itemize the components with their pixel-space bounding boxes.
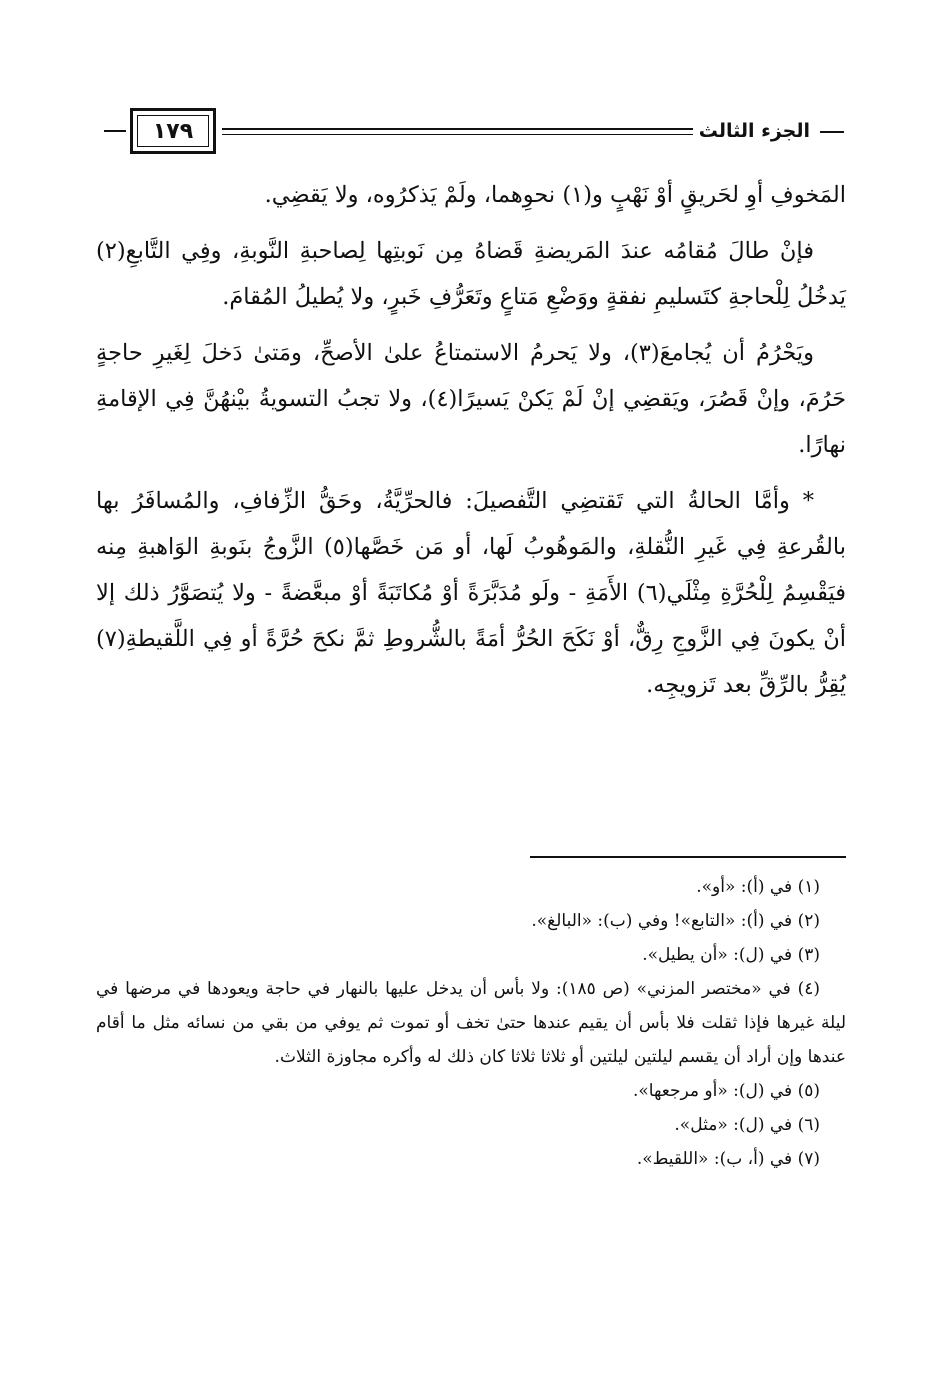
- footnote: (٣) في (ل): «أن يطيل».: [642, 945, 820, 965]
- paragraph: * وأمَّا الحالةُ التي تَقتضِي التَّفصيلَ: فالحرِّيَّةُ، وحَقُّ الزِّفافِ، والمُسافَرُ بها بالقُرعةِ فِي غَيرِ النُّقلةِ، والمَوهُوبُ لَها، أو مَن خَصَّها(٥) الزَّوجُ بنَوبةِ الوَاهبةِ مِنه فيَقْسِمُ لِلْحُرَّةِ مِثْلَي(٦) الأَمَةِ - ولَو مُدَبَّرَةً أوْ مُكاتَبَةً أوْ مبعَّضةً - ولا يُتصَوَّرُ ذلك إلا أنْ يكونَ فِي الزَّوجِ رِقٌّ، أوْ نَكَحَ الحُرُّ أمَةً بالشُّروطِ ثمَّ نكحَ حُرَّةً أو فِي اللَّقيطةِ(٧) يُقِرُّ بالرِّقِّ بعد تَزويجِه.: [96, 488, 847, 698]
- paragraph: فإنْ طالَ مُقامُه عندَ المَريضةِ قَضاهُ مِن نَوبتِها لِصاحبةِ النَّوبةِ، وفِي التَّابعِ(٢) يَدخُلُ لِلْحاجةِ كتَسليمِ نفقةٍ ووَضْعِ مَتاعٍ وتَعَرُّفِ خَبرٍ، ولا يُطيلُ المُقامَ.: [96, 238, 846, 310]
- page-number-box: [130, 108, 216, 154]
- footnote-separator: [530, 856, 846, 858]
- page-number: ١٧٩: [137, 115, 209, 147]
- footnotes: [96, 870, 846, 1176]
- main-text: [96, 172, 846, 718]
- header-dash-left: [104, 130, 126, 132]
- footnote: (١) في (أ): «أو».: [696, 877, 820, 897]
- paragraph: ويَحْرُمُ أن يُجامعَ(٣)، ولا يَحرمُ الاستمتاعُ علىٰ الأصحِّ، ومَتىٰ دَخلَ لِغَيرِ حاجةٍ حَرُمَ، وإنْ قَصُرَ، ويَقضِي إنْ لَمْ يَكنْ يَسيرًا(٤)، ولا تجبُ التسويةُ بيْنهُنَّ فِي الإقامةِ نهارًا.: [96, 340, 846, 458]
- footnote: (٧) في (أ، ب): «اللقيط».: [636, 1149, 820, 1169]
- header-rule: [222, 128, 704, 135]
- header-dash-right: [820, 131, 844, 133]
- footnote: (٢) في (أ): «التابع»! وفي (ب): «البالغ».: [531, 911, 820, 931]
- footnote: (٥) في (ل): «أو مرجعها».: [632, 1081, 820, 1101]
- page-header: [104, 108, 844, 156]
- footnote: (٤) في «مختصر المزني» (ص ١٨٥): ولا بأس أن يدخل عليها بالنهار في حاجة ويعودها في مرضها في ليلة غيرها فإذا ثقلت فلا بأس أن يقيم عندها حتىٰ تخف أو تموت ثم يوفي من بقي من نسائه مثل ما أقام عندها وإن أراد أن يقسم ليلتين ليلتين أو ثلاثا ثلاثا كان ذلك له وأكره مجاوزة الثلاث.: [96, 979, 846, 1067]
- running-head: الجزء الثالث: [693, 120, 816, 142]
- paragraph: المَخوفِ أوِ لحَريقٍ أوْ نَهْبٍ و(١) نحوِهما، ولَمْ يَذكرُوه، ولا يَقضِي.: [264, 182, 846, 208]
- footnote: (٦) في (ل): «مثل».: [674, 1115, 820, 1135]
